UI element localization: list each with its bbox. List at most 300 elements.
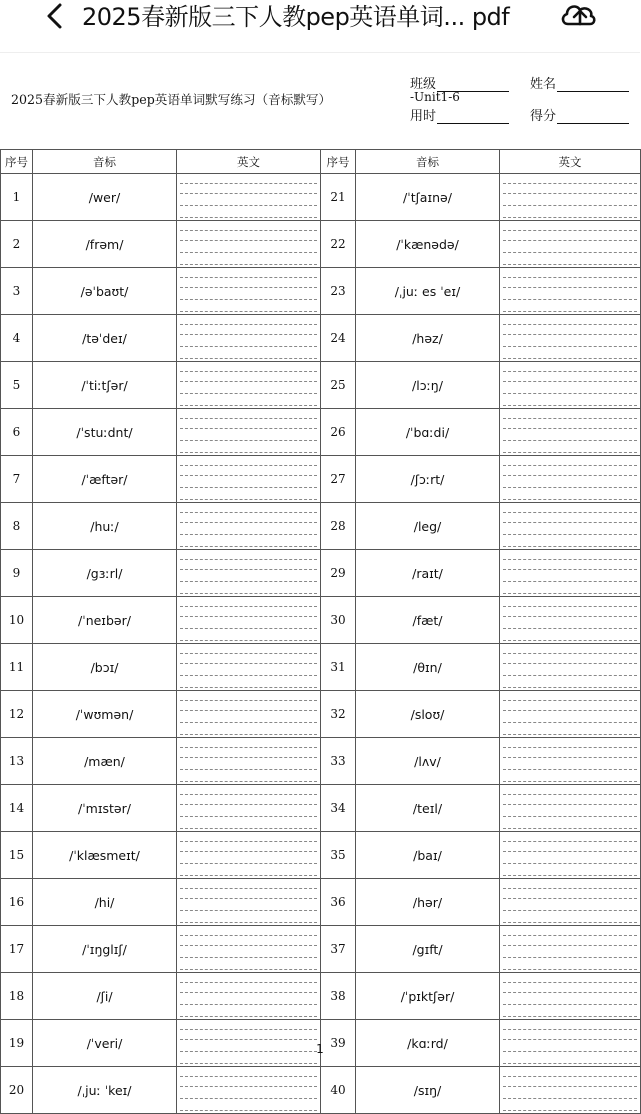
writing-line bbox=[180, 842, 317, 852]
phonetic-cell: /raɪt/ bbox=[356, 550, 500, 597]
writing-line bbox=[503, 268, 637, 278]
writing-line bbox=[180, 221, 317, 231]
writing-line bbox=[503, 513, 637, 523]
writing-line bbox=[503, 349, 637, 359]
writing-line bbox=[503, 960, 637, 970]
row-number: 31 bbox=[321, 644, 356, 691]
answer-cell[interactable] bbox=[500, 362, 641, 409]
writing-line bbox=[180, 268, 317, 278]
answer-cell[interactable] bbox=[177, 832, 321, 879]
header-phonetic: 音标 bbox=[356, 150, 500, 174]
row-number: 7 bbox=[1, 456, 33, 503]
writing-line bbox=[180, 597, 317, 607]
row-number: 1 bbox=[1, 174, 33, 221]
writing-line bbox=[503, 243, 637, 253]
writing-line bbox=[180, 550, 317, 560]
answer-cell[interactable] bbox=[177, 315, 321, 362]
writing-line bbox=[503, 278, 637, 288]
writing-line bbox=[503, 807, 637, 817]
writing-line bbox=[180, 807, 317, 817]
writing-line bbox=[180, 936, 317, 946]
row-number: 18 bbox=[1, 973, 33, 1020]
row-number: 10 bbox=[1, 597, 33, 644]
answer-cell[interactable] bbox=[500, 738, 641, 785]
writing-line bbox=[503, 372, 637, 382]
phonetic-cell: /ˌjuː ˈkeɪ/ bbox=[33, 1067, 177, 1114]
row-number: 15 bbox=[1, 832, 33, 879]
header-number: 序号 bbox=[1, 150, 33, 174]
writing-line bbox=[503, 1101, 637, 1111]
writing-line bbox=[180, 409, 317, 419]
writing-line bbox=[180, 525, 317, 535]
class-blank bbox=[437, 80, 509, 92]
writing-line bbox=[503, 785, 637, 795]
time-blank bbox=[437, 112, 509, 124]
writing-line bbox=[503, 431, 637, 441]
writing-line bbox=[180, 325, 317, 335]
phonetic-cell: /ˈæftər/ bbox=[33, 456, 177, 503]
writing-line bbox=[503, 196, 637, 206]
phonetic-cell: /wer/ bbox=[33, 174, 177, 221]
answer-cell[interactable] bbox=[500, 973, 641, 1020]
writing-line bbox=[180, 785, 317, 795]
writing-line bbox=[503, 936, 637, 946]
writing-line bbox=[180, 255, 317, 265]
writing-line bbox=[180, 1089, 317, 1099]
writing-line bbox=[180, 362, 317, 372]
answer-cell[interactable] bbox=[177, 456, 321, 503]
writing-line bbox=[180, 1077, 317, 1087]
row-number: 39 bbox=[321, 1020, 356, 1067]
answer-cell[interactable] bbox=[177, 738, 321, 785]
page-number: 1 bbox=[316, 1042, 324, 1056]
answer-cell[interactable] bbox=[500, 644, 641, 691]
writing-line bbox=[503, 525, 637, 535]
class-label: 班级 bbox=[410, 77, 437, 92]
row-number: 4 bbox=[1, 315, 33, 362]
writing-line bbox=[503, 1030, 637, 1040]
writing-line bbox=[503, 654, 637, 664]
answer-cell[interactable] bbox=[500, 409, 641, 456]
writing-line bbox=[503, 478, 637, 488]
writing-line bbox=[180, 302, 317, 312]
row-number: 6 bbox=[1, 409, 33, 456]
answer-cell[interactable] bbox=[177, 503, 321, 550]
row-number: 17 bbox=[1, 926, 33, 973]
answer-cell[interactable] bbox=[500, 832, 641, 879]
writing-line bbox=[503, 725, 637, 735]
writing-line bbox=[180, 466, 317, 476]
answer-cell[interactable] bbox=[177, 785, 321, 832]
phonetic-cell: /sɪŋ/ bbox=[356, 1067, 500, 1114]
phonetic-cell: /lʌv/ bbox=[356, 738, 500, 785]
phonetic-cell: /ʃi/ bbox=[33, 973, 177, 1020]
writing-line bbox=[503, 879, 637, 889]
writing-line bbox=[180, 983, 317, 993]
writing-line bbox=[180, 290, 317, 300]
class-field bbox=[410, 73, 509, 92]
row-number: 40 bbox=[321, 1067, 356, 1114]
time-label: 用时 bbox=[410, 109, 437, 124]
writing-line bbox=[503, 691, 637, 701]
writing-line bbox=[180, 1030, 317, 1040]
header-english: 英文 bbox=[500, 150, 641, 174]
writing-line bbox=[503, 854, 637, 864]
writing-line bbox=[180, 619, 317, 629]
back-button[interactable] bbox=[38, 2, 74, 30]
top-bar bbox=[0, 0, 640, 34]
writing-line bbox=[503, 973, 637, 983]
phonetic-cell: /fæt/ bbox=[356, 597, 500, 644]
writing-line bbox=[503, 384, 637, 394]
phonetic-cell: /leg/ bbox=[356, 503, 500, 550]
writing-line bbox=[180, 889, 317, 899]
answer-cell[interactable] bbox=[500, 456, 641, 503]
table-row bbox=[1, 832, 641, 879]
writing-line bbox=[180, 315, 317, 325]
writing-line bbox=[503, 362, 637, 372]
answer-cell[interactable] bbox=[177, 926, 321, 973]
answer-cell[interactable] bbox=[177, 879, 321, 926]
phonetic-cell: /huː/ bbox=[33, 503, 177, 550]
row-number: 9 bbox=[1, 550, 33, 597]
phonetic-cell: /ʃɔːrt/ bbox=[356, 456, 500, 503]
writing-line bbox=[180, 337, 317, 347]
writing-line bbox=[180, 772, 317, 782]
answer-cell[interactable] bbox=[177, 409, 321, 456]
writing-line bbox=[180, 584, 317, 594]
writing-line bbox=[180, 913, 317, 923]
row-number: 12 bbox=[1, 691, 33, 738]
writing-line bbox=[180, 278, 317, 288]
answer-cell[interactable] bbox=[177, 268, 321, 315]
writing-line bbox=[503, 1067, 637, 1077]
answer-cell[interactable] bbox=[500, 268, 641, 315]
phonetic-cell: /mæn/ bbox=[33, 738, 177, 785]
row-number: 36 bbox=[321, 879, 356, 926]
row-number: 27 bbox=[321, 456, 356, 503]
writing-line bbox=[503, 889, 637, 899]
divider bbox=[0, 52, 640, 53]
writing-line bbox=[503, 666, 637, 676]
row-number: 5 bbox=[1, 362, 33, 409]
row-number: 30 bbox=[321, 597, 356, 644]
phonetic-cell: /θɪn/ bbox=[356, 644, 500, 691]
writing-line bbox=[180, 478, 317, 488]
table-row bbox=[1, 644, 641, 691]
writing-line bbox=[180, 901, 317, 911]
writing-line bbox=[180, 456, 317, 466]
table-row bbox=[1, 315, 641, 362]
worksheet-unit: -Unit1-6 bbox=[410, 90, 460, 104]
table-row bbox=[1, 409, 641, 456]
writing-line bbox=[180, 431, 317, 441]
writing-line bbox=[503, 419, 637, 429]
writing-line bbox=[180, 832, 317, 842]
table-row bbox=[1, 362, 641, 409]
writing-line bbox=[180, 419, 317, 429]
answer-cell[interactable] bbox=[177, 644, 321, 691]
writing-line bbox=[503, 819, 637, 829]
answer-cell[interactable] bbox=[177, 221, 321, 268]
writing-line bbox=[180, 866, 317, 876]
phonetic-cell: /ˈbɑːdi/ bbox=[356, 409, 500, 456]
table-row bbox=[1, 456, 641, 503]
row-number: 22 bbox=[321, 221, 356, 268]
writing-line bbox=[180, 854, 317, 864]
writing-line bbox=[180, 537, 317, 547]
table-row bbox=[1, 785, 641, 832]
writing-line bbox=[180, 691, 317, 701]
phonetic-cell: /təˈdeɪ/ bbox=[33, 315, 177, 362]
writing-line bbox=[503, 619, 637, 629]
writing-line bbox=[180, 196, 317, 206]
writing-line bbox=[503, 948, 637, 958]
table-row bbox=[1, 174, 641, 221]
writing-line bbox=[503, 926, 637, 936]
writing-line bbox=[503, 456, 637, 466]
writing-line bbox=[180, 1020, 317, 1030]
phonetic-cell: /baɪ/ bbox=[356, 832, 500, 879]
row-number: 32 bbox=[321, 691, 356, 738]
row-number: 11 bbox=[1, 644, 33, 691]
phonetic-cell: /kɑːrd/ bbox=[356, 1020, 500, 1067]
writing-line bbox=[180, 490, 317, 500]
answer-cell[interactable] bbox=[500, 1067, 641, 1114]
phonetic-cell: /lɔːŋ/ bbox=[356, 362, 500, 409]
writing-line bbox=[503, 337, 637, 347]
phonetic-cell: /frəm/ bbox=[33, 221, 177, 268]
writing-line bbox=[503, 315, 637, 325]
row-number: 35 bbox=[321, 832, 356, 879]
writing-line bbox=[180, 666, 317, 676]
writing-line bbox=[503, 503, 637, 513]
score-field bbox=[530, 105, 629, 124]
row-number: 24 bbox=[321, 315, 356, 362]
writing-line bbox=[503, 174, 637, 184]
header-english: 英文 bbox=[177, 150, 321, 174]
dictation-table bbox=[0, 149, 641, 1114]
writing-line bbox=[503, 325, 637, 335]
answer-cell[interactable] bbox=[177, 691, 321, 738]
writing-line bbox=[180, 678, 317, 688]
writing-line bbox=[503, 795, 637, 805]
writing-line bbox=[180, 725, 317, 735]
name-blank bbox=[557, 80, 629, 92]
writing-line bbox=[180, 1101, 317, 1111]
answer-cell[interactable] bbox=[177, 550, 321, 597]
worksheet-title: 2025春新版三下人教pep英语单词默写练习（音标默写） bbox=[11, 92, 332, 107]
writing-line bbox=[503, 995, 637, 1005]
writing-line bbox=[180, 960, 317, 970]
row-number: 20 bbox=[1, 1067, 33, 1114]
writing-line bbox=[180, 995, 317, 1005]
table-row bbox=[1, 973, 641, 1020]
writing-line bbox=[180, 644, 317, 654]
writing-line bbox=[180, 184, 317, 194]
cloud-upload-icon bbox=[558, 0, 600, 30]
row-number: 23 bbox=[321, 268, 356, 315]
table-row bbox=[1, 221, 641, 268]
writing-line bbox=[503, 607, 637, 617]
writing-line bbox=[180, 231, 317, 241]
writing-line bbox=[180, 174, 317, 184]
answer-cell[interactable] bbox=[177, 597, 321, 644]
writing-line bbox=[180, 738, 317, 748]
header-number: 序号 bbox=[321, 150, 356, 174]
writing-line bbox=[180, 760, 317, 770]
phonetic-cell: /ˈveri/ bbox=[33, 1020, 177, 1067]
table-row bbox=[1, 268, 641, 315]
writing-line bbox=[503, 901, 637, 911]
row-number: 8 bbox=[1, 503, 33, 550]
row-number: 33 bbox=[321, 738, 356, 785]
score-blank bbox=[557, 112, 629, 124]
writing-line bbox=[180, 572, 317, 582]
writing-line bbox=[503, 701, 637, 711]
writing-line bbox=[180, 795, 317, 805]
writing-line bbox=[503, 550, 637, 560]
writing-line bbox=[180, 1007, 317, 1017]
writing-line bbox=[503, 255, 637, 265]
phonetic-cell: /həz/ bbox=[356, 315, 500, 362]
answer-cell[interactable] bbox=[500, 879, 641, 926]
table-row bbox=[1, 503, 641, 550]
row-number: 3 bbox=[1, 268, 33, 315]
writing-line bbox=[180, 631, 317, 641]
writing-line bbox=[180, 503, 317, 513]
phonetic-cell: /ˈtʃaɪnə/ bbox=[356, 174, 500, 221]
answer-cell[interactable] bbox=[500, 785, 641, 832]
writing-line bbox=[503, 913, 637, 923]
phonetic-cell: /gɜːrl/ bbox=[33, 550, 177, 597]
writing-line bbox=[503, 1007, 637, 1017]
writing-line bbox=[180, 819, 317, 829]
writing-line bbox=[503, 208, 637, 218]
writing-line bbox=[503, 302, 637, 312]
row-number: 19 bbox=[1, 1020, 33, 1067]
writing-line bbox=[503, 1089, 637, 1099]
row-number: 13 bbox=[1, 738, 33, 785]
row-number: 16 bbox=[1, 879, 33, 926]
writing-line bbox=[180, 879, 317, 889]
score-label: 得分 bbox=[530, 109, 557, 124]
phonetic-cell: /ˈmɪstər/ bbox=[33, 785, 177, 832]
writing-line bbox=[503, 184, 637, 194]
row-number: 38 bbox=[321, 973, 356, 1020]
answer-cell[interactable] bbox=[177, 973, 321, 1020]
writing-line bbox=[503, 760, 637, 770]
answer-cell[interactable] bbox=[500, 597, 641, 644]
phonetic-cell: /ˌjuː es ˈeɪ/ bbox=[356, 268, 500, 315]
writing-line bbox=[503, 842, 637, 852]
table-row bbox=[1, 1067, 641, 1114]
writing-line bbox=[180, 384, 317, 394]
row-number: 26 bbox=[321, 409, 356, 456]
time-field bbox=[410, 105, 509, 124]
upload-button[interactable] bbox=[558, 0, 600, 30]
answer-cell[interactable] bbox=[500, 315, 641, 362]
table-row bbox=[1, 926, 641, 973]
name-field bbox=[530, 73, 629, 92]
writing-line bbox=[180, 1067, 317, 1077]
writing-line bbox=[180, 948, 317, 958]
answer-cell[interactable] bbox=[500, 691, 641, 738]
writing-line bbox=[503, 396, 637, 406]
phonetic-cell: /ˈwʊmən/ bbox=[33, 691, 177, 738]
name-label: 姓名 bbox=[530, 77, 557, 92]
chevron-left-icon bbox=[38, 2, 74, 30]
answer-cell[interactable] bbox=[500, 550, 641, 597]
writing-line bbox=[503, 490, 637, 500]
row-number: 29 bbox=[321, 550, 356, 597]
writing-line bbox=[503, 738, 637, 748]
writing-line bbox=[180, 607, 317, 617]
writing-line bbox=[503, 1077, 637, 1087]
writing-line bbox=[180, 208, 317, 218]
phonetic-cell: /teɪl/ bbox=[356, 785, 500, 832]
answer-cell[interactable] bbox=[500, 926, 641, 973]
answer-cell[interactable] bbox=[500, 174, 641, 221]
table-header-row bbox=[1, 150, 641, 174]
phonetic-cell: /ˈpɪktʃər/ bbox=[356, 973, 500, 1020]
writing-line bbox=[503, 678, 637, 688]
writing-line bbox=[503, 537, 637, 547]
phonetic-cell: /gɪft/ bbox=[356, 926, 500, 973]
phonetic-cell: /hər/ bbox=[356, 879, 500, 926]
writing-line bbox=[180, 713, 317, 723]
answer-cell[interactable] bbox=[177, 1067, 321, 1114]
writing-line bbox=[503, 409, 637, 419]
answer-cell[interactable] bbox=[500, 503, 641, 550]
table-row bbox=[1, 597, 641, 644]
writing-line bbox=[503, 748, 637, 758]
phonetic-cell: /sloʊ/ bbox=[356, 691, 500, 738]
table-row bbox=[1, 550, 641, 597]
writing-line bbox=[503, 1020, 637, 1030]
writing-line bbox=[180, 560, 317, 570]
writing-line bbox=[180, 654, 317, 664]
writing-line bbox=[180, 748, 317, 758]
row-number: 2 bbox=[1, 221, 33, 268]
writing-line bbox=[503, 597, 637, 607]
phonetic-cell: /ˈtiːtʃər/ bbox=[33, 362, 177, 409]
writing-line bbox=[503, 290, 637, 300]
writing-line bbox=[503, 713, 637, 723]
row-number: 34 bbox=[321, 785, 356, 832]
writing-line bbox=[503, 221, 637, 231]
row-number: 28 bbox=[321, 503, 356, 550]
writing-line bbox=[503, 983, 637, 993]
phonetic-cell: /ˈɪŋglɪʃ/ bbox=[33, 926, 177, 973]
writing-line bbox=[503, 584, 637, 594]
writing-line bbox=[503, 644, 637, 654]
phonetic-cell: /ˈklæsmeɪt/ bbox=[33, 832, 177, 879]
writing-line bbox=[180, 513, 317, 523]
document-title: 2025春新版三下人教pep英语单词... pdf bbox=[82, 3, 510, 31]
writing-line bbox=[180, 372, 317, 382]
writing-line bbox=[503, 443, 637, 453]
answer-cell[interactable] bbox=[500, 221, 641, 268]
phonetic-cell: /ˈstuːdnt/ bbox=[33, 409, 177, 456]
answer-cell[interactable] bbox=[177, 362, 321, 409]
phonetic-cell: /əˈbaʊt/ bbox=[33, 268, 177, 315]
answer-cell[interactable] bbox=[177, 174, 321, 221]
row-number: 14 bbox=[1, 785, 33, 832]
writing-line bbox=[180, 973, 317, 983]
writing-line bbox=[180, 443, 317, 453]
writing-line bbox=[503, 631, 637, 641]
